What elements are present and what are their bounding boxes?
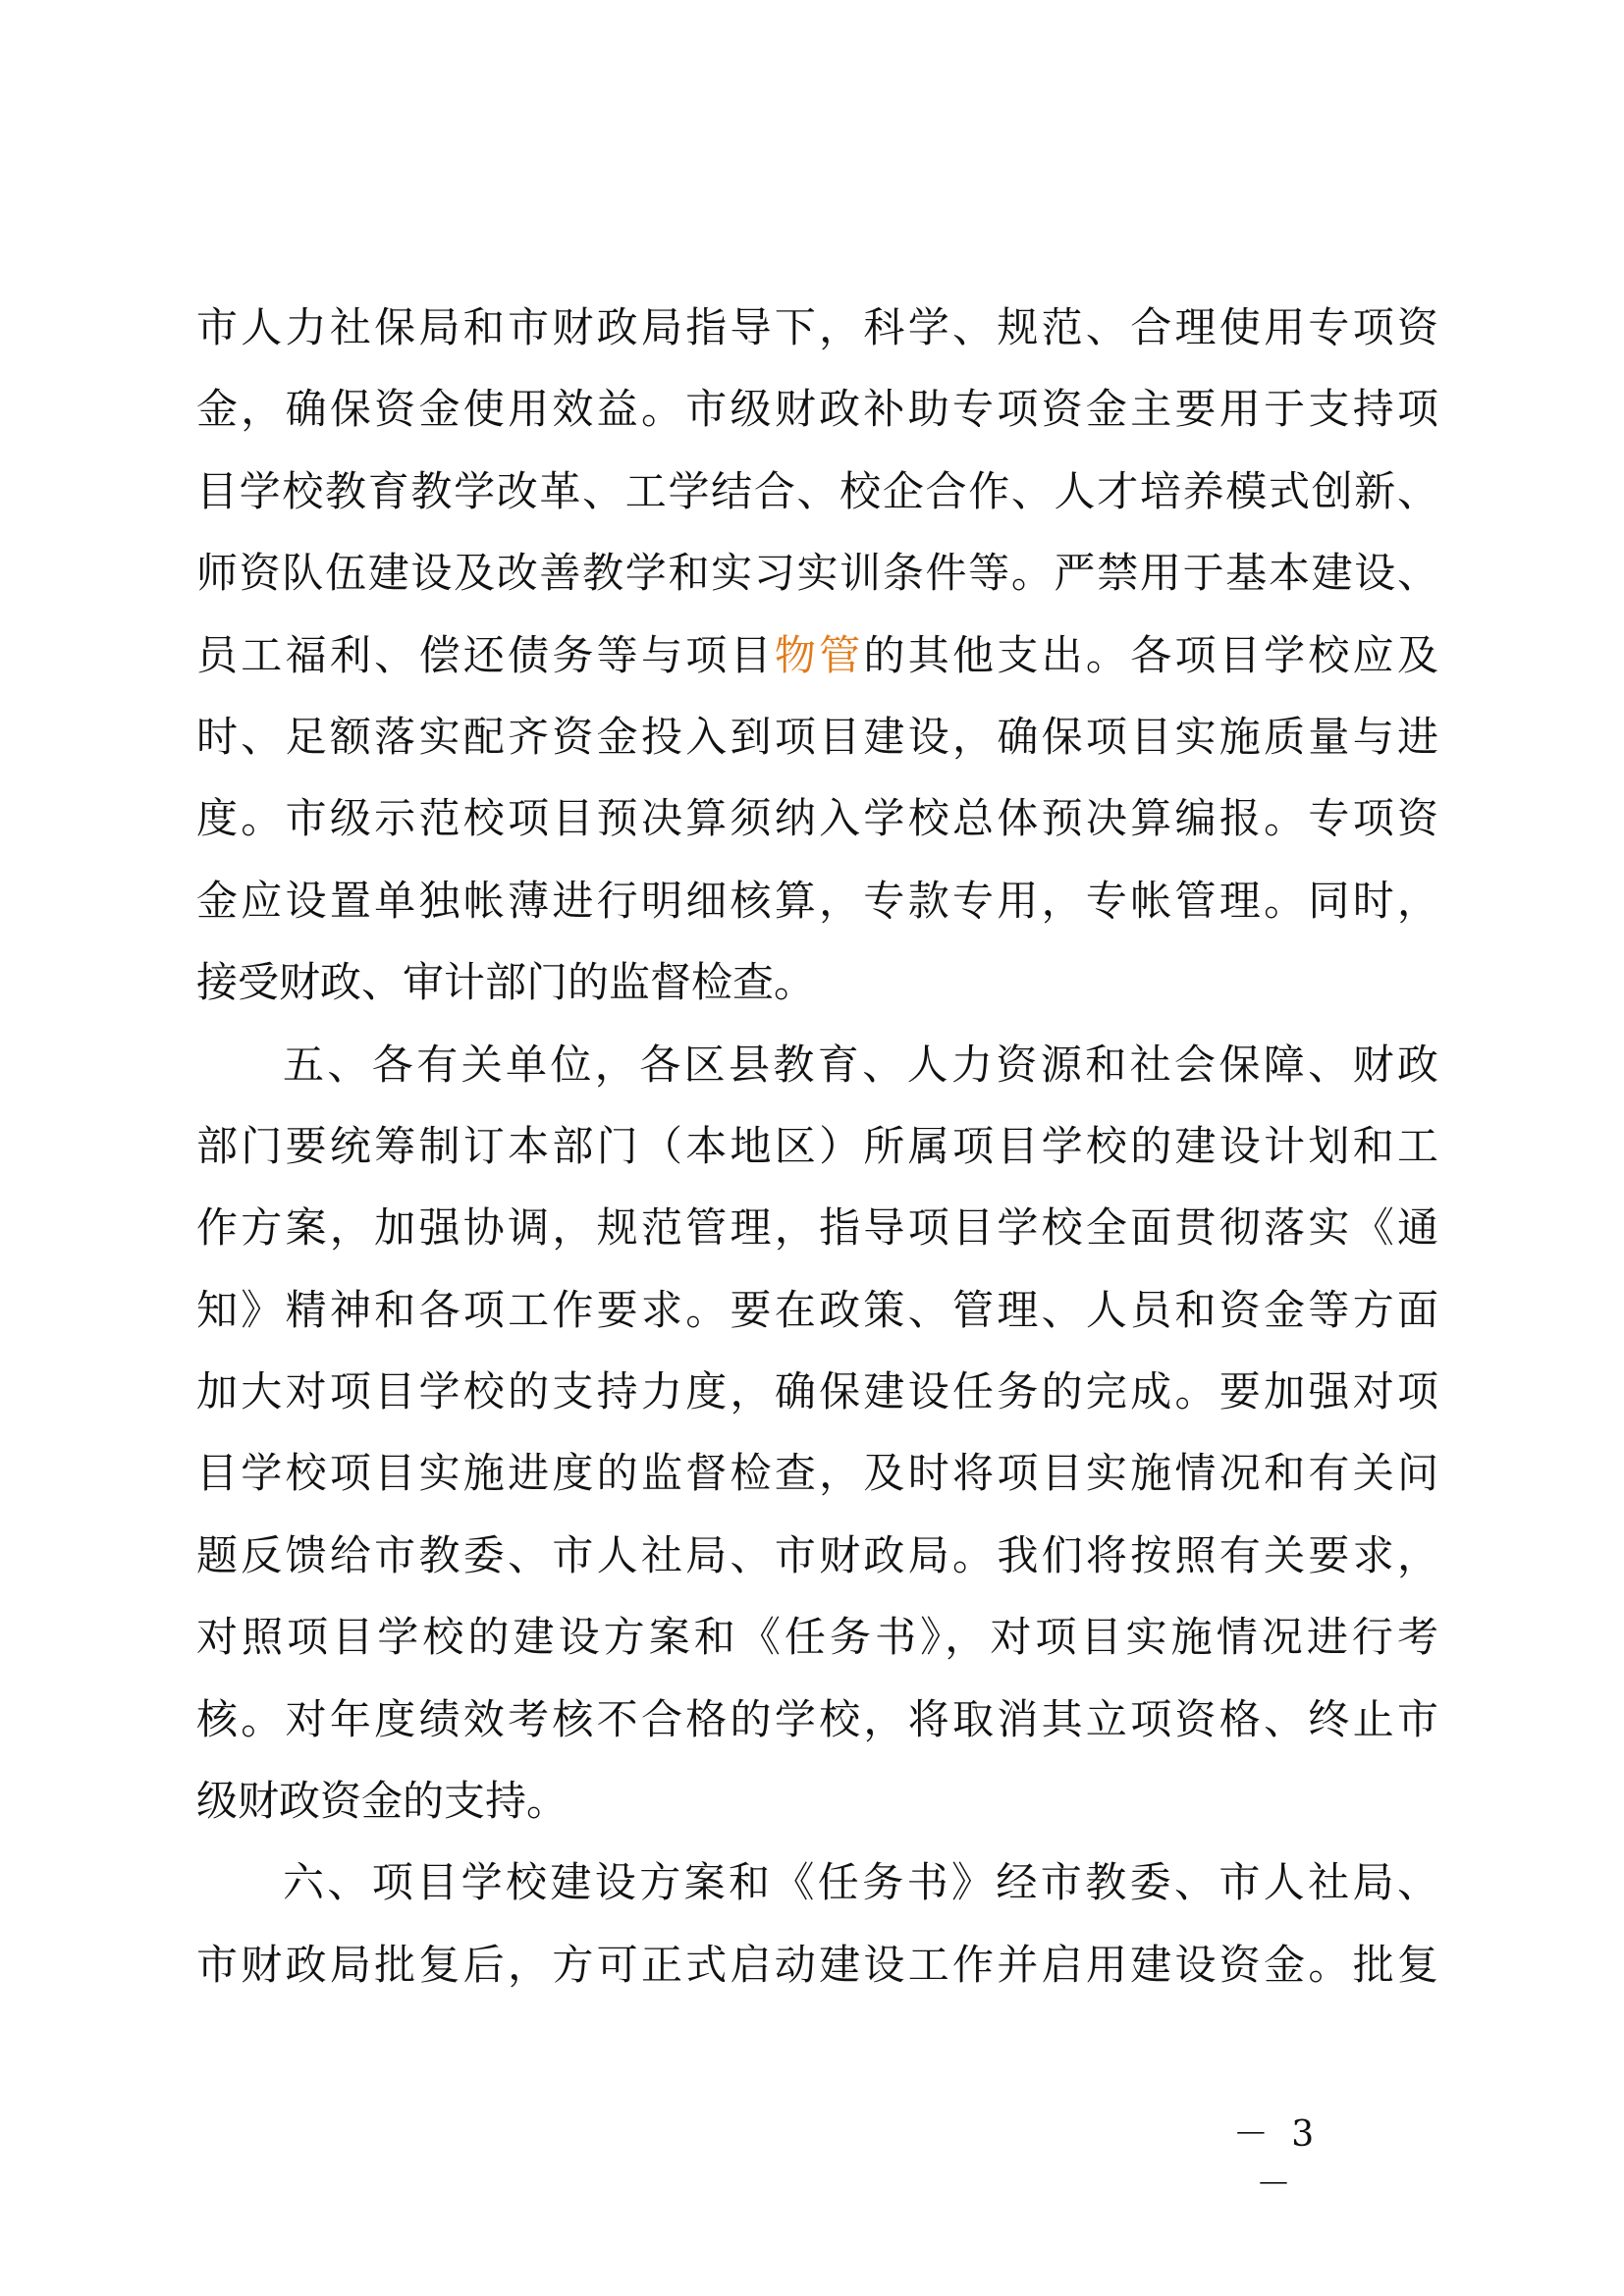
text-segment: 的其他支出。各项目学校应及 bbox=[863, 630, 1438, 679]
text-line: 接受财政、审计部门的监督检查。 bbox=[196, 958, 816, 1007]
highlighted-text: 物管 bbox=[774, 630, 864, 679]
paragraph-start-line: 六、项目学校建设方案和《任务书》经市教委、市人社局、 bbox=[283, 1858, 1438, 1907]
text-line: 师资队伍建设及改善教学和实习实训条件等。严禁用于基本建设、 bbox=[196, 549, 1438, 598]
text-segment: 员工福利、偿还债务等与项目 bbox=[196, 630, 775, 679]
text-line: 度。市级示范校项目预决算须纳入学校总体预决算编报。专项资 bbox=[196, 794, 1438, 843]
text-line: 题反馈给市教委、市人社局、市财政局。我们将按照有关要求， bbox=[196, 1530, 1438, 1579]
text-line: 作方案，加强协调，规范管理，指导项目学校全面贯彻落实《通 bbox=[196, 1203, 1438, 1253]
text-line: 金，确保资金使用效益。市级财政补助专项资金主要用于支持项 bbox=[196, 385, 1438, 434]
text-line: 时、足额落实配齐资金投入到项目建设，确保项目实施质量与进 bbox=[196, 712, 1438, 761]
text-line: 市财政局批复后，方可正式启动建设工作并启用建设资金。批复 bbox=[196, 1940, 1438, 1989]
text-line: 目学校项目实施进度的监督检查，及时将项目实施情况和有关问 bbox=[196, 1449, 1438, 1498]
body-text bbox=[196, 287, 1438, 2005]
text-line: 部门要统筹制订本部门（本地区）所属项目学校的建设计划和工 bbox=[196, 1121, 1438, 1170]
text-line: 市人力社保局和市财政局指导下，科学、规范、合理使用专项资 bbox=[196, 303, 1438, 351]
text-line: 核。对年度绩效考核不合格的学校，将取消其立项资格、终止市 bbox=[196, 1694, 1438, 1743]
text-line: 目学校教育教学改革、工学结合、校企合作、人才培养模式创新、 bbox=[196, 466, 1438, 515]
text-line: 级财政资金的支持。 bbox=[196, 1777, 568, 1826]
text-line: 知》精神和各项工作要求。要在政策、管理、人员和资金等方面 bbox=[196, 1285, 1438, 1334]
text-line: 金应设置单独帐薄进行明细核算，专款专用，专帐管理。同时， bbox=[196, 876, 1438, 925]
text-line: 对照项目学校的建设方案和《任务书》，对项目实施情况进行考 bbox=[196, 1613, 1438, 1662]
text-line bbox=[196, 614, 1438, 696]
text-line: 加大对项目学校的支持力度，确保建设任务的完成。要加强对项 bbox=[196, 1367, 1438, 1416]
paragraph-start-line: 五、各有关单位，各区县教育、人力资源和社会保障、财政 bbox=[283, 1040, 1438, 1089]
page-number: － 3 － bbox=[1232, 2114, 1321, 2205]
